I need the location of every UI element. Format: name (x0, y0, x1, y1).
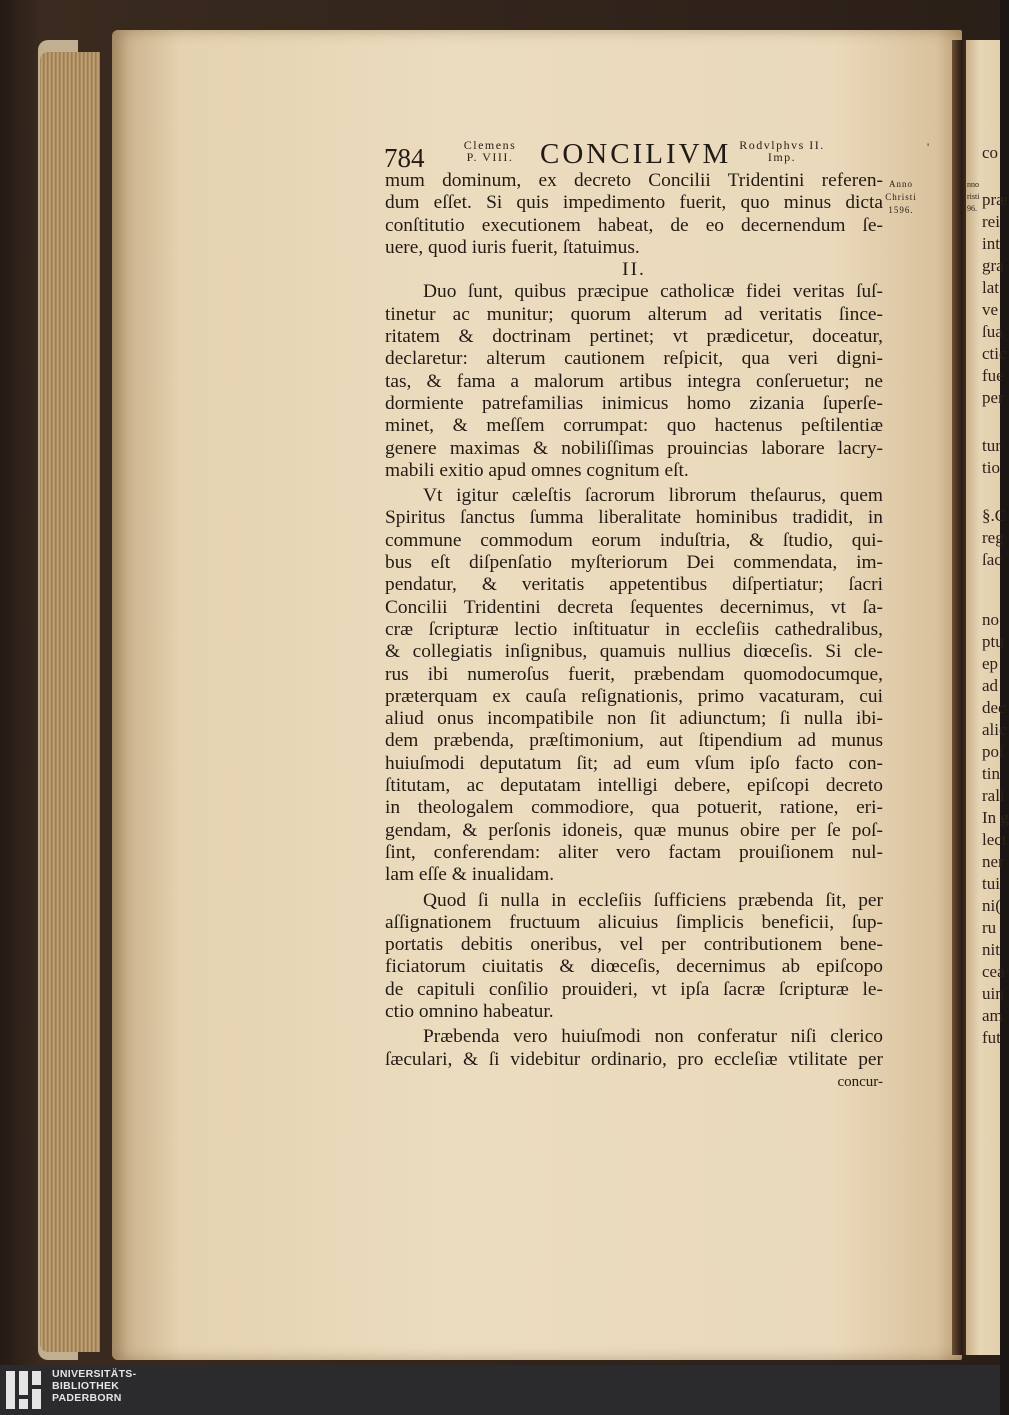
facing-margin-note: 96. (967, 204, 977, 213)
text-line: Vt igitur cæleſtis ſacrorum librorum theſaurus, quem (423, 485, 883, 507)
section-number: II. (622, 259, 646, 281)
text-line: ſint, conferendam: aliter vero factam prouiſionem nul- (385, 841, 883, 863)
library-footer-bar (0, 1365, 1000, 1415)
facing-text-fragment: præ (982, 190, 1008, 209)
text-line: dum eſſet. Si quis impedimento fuerit, quo minus dicta (385, 192, 883, 214)
facing-text-fragment: am (982, 1006, 1003, 1025)
text-line: in theologalem commodiore, qua potuerit, ratione, eri- (385, 797, 883, 819)
text-line: bus eſt diſpenſatio myſteriorum Dei commendata, im- (385, 552, 883, 574)
text-line: commune commodum eorum induſtria, & ſtudio, qui- (385, 529, 883, 551)
library-name-line: BIBLIOTHEK (52, 1380, 120, 1392)
page-number: 784 (384, 143, 425, 173)
text-line: cræ ſcripturæ lectio inſtituatur in eccleſiis cathedralibus, (385, 618, 883, 640)
facing-text-fragment: cea (982, 962, 1005, 981)
catchword: concur- (837, 1073, 883, 1090)
facing-text-fragment: tui (982, 874, 1000, 893)
facing-text-fragment: per (982, 388, 1004, 407)
text-line: genere maximas & nobiliſſimas prouincias laborare lacry- (385, 437, 883, 459)
text-line: dormiente patrefamilias inimicus homo zizania ſuperſe- (385, 392, 883, 414)
library-logo-icon (4, 1369, 46, 1411)
facing-text-fragment: lect (982, 830, 1007, 849)
text-line: declaretur: alterum cautionem reſpicit, qua veri digni- (385, 348, 883, 370)
header-right-line: Imp. (767, 150, 797, 164)
facing-text-fragment: ep (982, 654, 999, 673)
facing-text-fragment: lat (982, 278, 999, 297)
facing-text-fragment: nit (982, 940, 1000, 959)
facing-text-fragment: §.C (982, 506, 1007, 525)
facing-text-fragment: ru (982, 918, 997, 937)
text-line: mum dominum, ex decreto Concilii Tridentini referen- (385, 170, 883, 191)
library-name-line: UNIVERSITÄTS- (52, 1368, 137, 1380)
facing-text-fragment: tio (982, 458, 1000, 477)
text-line: ficiatorum ciuitatis & diœceſis, decernimus ab epiſcopo (385, 956, 883, 978)
text-line: portatis debitis oneribus, vel per contributionem bene- (385, 934, 883, 956)
text-line: & collegiatis inſignibus, quamuis nullius diœceſis. Si cle- (385, 641, 883, 663)
library-name-line: PADERBORN (52, 1392, 122, 1404)
text-line: Quod ſi nulla in eccleſiis ſufficiens præbenda ſit, per (423, 889, 883, 911)
header-right-line: Rodvlphvs II. (739, 138, 825, 152)
text-line: dem præbenda, præſtimonium, aut ſtipendium ad munus (385, 730, 883, 752)
body-text (385, 170, 883, 1093)
text-line: Concilii Tridentini decreta ſequentes decernimus, vt ſa- (385, 596, 883, 618)
header-left-note (452, 139, 528, 163)
header-right-note (720, 139, 844, 163)
facing-text-fragment: no (982, 610, 999, 629)
facing-text-fragment: gra (982, 256, 1004, 275)
facing-text-fragment: uin (982, 984, 1004, 1003)
facing-text-fragment: int (982, 234, 1000, 253)
text-line: ritatem & doctrinam pertinet; vt prædicetur, doceatur, (385, 326, 883, 348)
text-line: Spiritus ſanctus ſumma liberalitate hominibus tradidit, in (385, 507, 883, 529)
facing-margin-note: risti (967, 192, 980, 201)
margin-mark: ' (927, 140, 930, 154)
facing-text-fragment: alic (982, 720, 1007, 739)
year-note-line: 1596. (888, 205, 914, 215)
running-title: CONCILIVM (540, 138, 732, 170)
facing-text-fragment: In g (982, 808, 1009, 827)
header-left-line: Clemens (463, 138, 517, 152)
facing-margin-note: nno (967, 180, 979, 189)
facing-text-fragment: rali (982, 786, 1005, 805)
facing-text-fragment: poſ (982, 742, 1004, 761)
facing-text-fragment: ni( (982, 896, 1001, 915)
facing-text-fragment: ad (982, 676, 999, 695)
text-line: præterquam ex cauſa reſignationis, primo vacaturam, cui (385, 685, 883, 707)
text-line: Duo ſunt, quibus præcipue catholicæ fidei veritas ſuſ- (423, 281, 883, 303)
text-line: gendam, & perſonis idoneis, quæ munus obire per ſe poſ- (385, 819, 883, 841)
library-name (52, 1368, 136, 1404)
facing-text-fragment: ptu (982, 632, 1004, 651)
text-line: de capituli conſilio prouideri, vt ipſa ſacræ ſcripturæ le- (385, 978, 883, 1000)
text-line: conſtitutio executionem habeat, de eo decernendum ſe- (385, 214, 883, 236)
facing-text-fragment: fut (982, 1028, 1001, 1047)
facing-text-fragment: dec (982, 698, 1006, 717)
text-line: mabili exitio apud omnes cognitum eſt. (385, 459, 689, 481)
facing-text-fragment: ve (982, 300, 999, 319)
facing-text-fragment: tur (982, 436, 1001, 455)
year-note-line: Christi (885, 192, 917, 202)
text-line: aliud onus incompatibile non ſit adiunctum; ſi nulla ibi- (385, 708, 883, 730)
text-line: aſſignationem fructuum alicuius ſimplicis beneficii, ſup- (385, 911, 883, 933)
text-line: pendatur, & veritatis appetentibus diſpertiatur; ſacri (385, 574, 883, 596)
facing-page-fragment (966, 40, 1009, 1355)
page-edges (40, 52, 100, 1352)
facing-text-fragment: ſua (982, 322, 1003, 341)
text-line: ſæculari, & ſi videbitur ordinario, pro eccleſiæ vtilitate per (385, 1048, 883, 1070)
text-line: uere, quod iuris fuerit, ſtatuimus. (385, 236, 640, 258)
text-line: rus ibi numeroſus fuerit, præbendam quomodocumque, (385, 663, 883, 685)
facing-text-fragment: tin (982, 764, 1000, 783)
text-line: minet, & meſſem corrumpat: quo hactenus peſtilentiæ (385, 415, 883, 437)
facing-text-fragment: rei (982, 212, 1000, 231)
text-line: lam eſſe & inualidam. (385, 864, 555, 886)
text-line: tas, & fama a malorum artibus integra conſeruetur; ne (385, 370, 883, 392)
facing-text-fragment: ſac (982, 550, 1002, 569)
text-line: tinetur ac munitur; quorum alterum ad veritatis ſince- (385, 303, 883, 325)
text-line: huiuſmodi deputatum ſit; ad eum vſum ipſo facto con- (385, 752, 883, 774)
facing-text-fragment: fue (982, 366, 1004, 385)
facing-text-fragment: ctic (982, 344, 1007, 363)
facing-text-fragment: co (982, 143, 999, 162)
text-line: ctio omnino habeatur. (385, 1000, 554, 1022)
facing-text-fragment: ner (982, 852, 1004, 871)
text-line: ſtitutam, ac deputatam intelligi debere, epiſcopi decreto (385, 775, 883, 797)
header-left-line: P. VIII. (466, 150, 514, 164)
text-line: Præbenda vero huiuſmodi non conferatur niſi clerico (423, 1026, 883, 1048)
year-note-line: Anno (889, 179, 913, 189)
facing-text-fragment: reg (982, 528, 1004, 547)
